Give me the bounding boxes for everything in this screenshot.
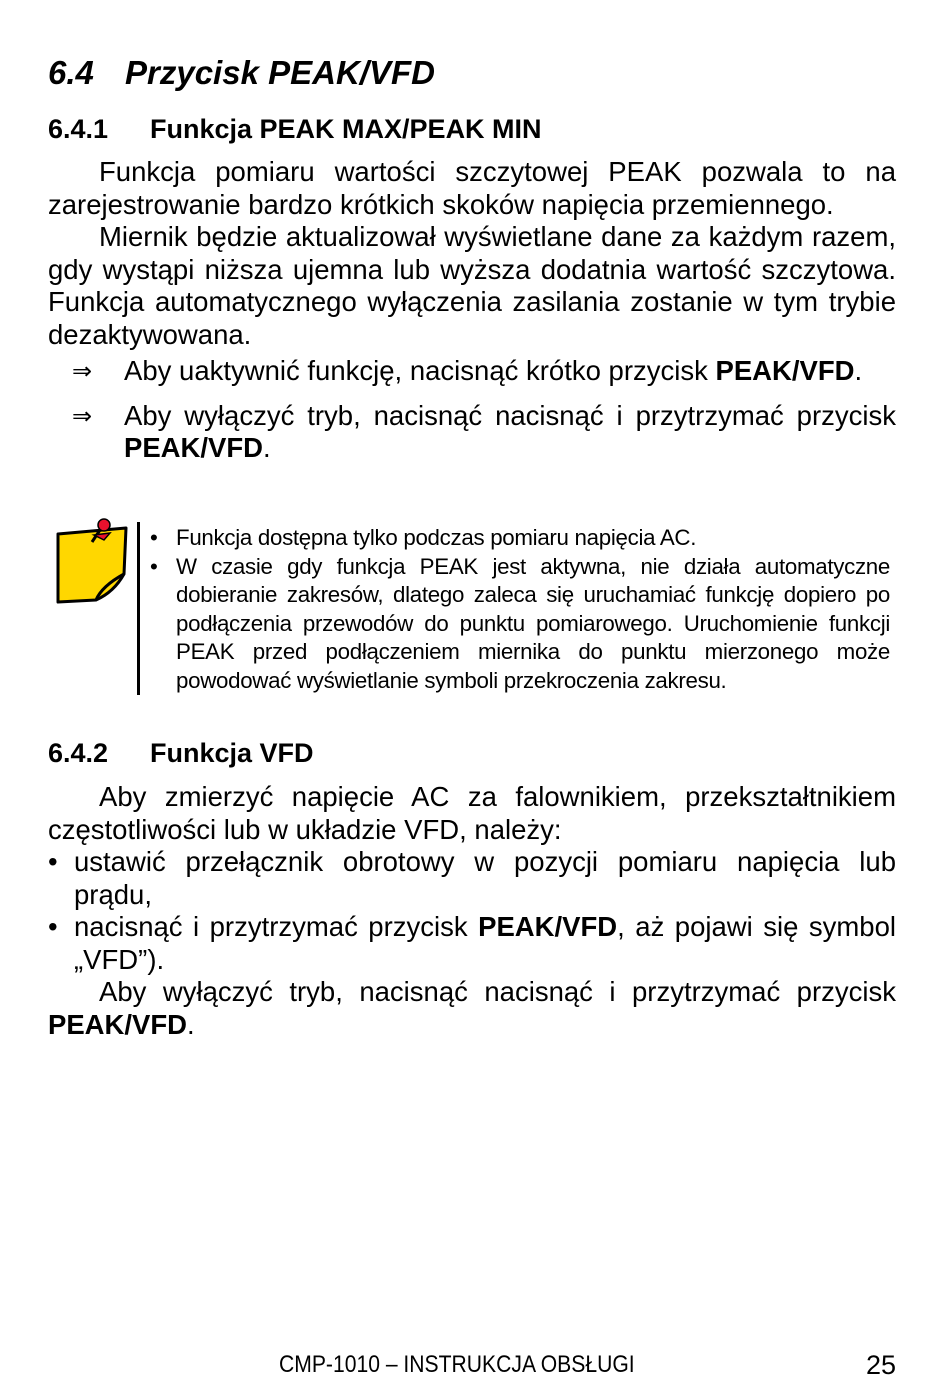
vfd-paragraph-2: Aby wyłączyć tryb, nacisnąć nacisnąć i przytrzymać przycisk PEAK/VFD. xyxy=(48,976,896,1040)
subsection-title: Funkcja VFD xyxy=(150,738,314,768)
vfd-body xyxy=(48,781,896,1041)
note-pin-icon xyxy=(52,518,132,608)
peak-step-disable: ⇒ Aby wyłączyć tryb, nacisnąć nacisnąć i przytrzymać przycisk PEAK/VFD. xyxy=(72,399,896,463)
note-divider xyxy=(137,522,140,695)
subsection-title: Funkcja PEAK MAX/PEAK MIN xyxy=(150,114,542,144)
peak-paragraph-1: Funkcja pomiaru wartości szczytowej PEAK pozwala to na zarejestrowanie bardzo krótkich skoków napięcia przemiennego. xyxy=(48,156,896,220)
peak-vfd-button-label: PEAK/VFD xyxy=(48,1008,188,1040)
section-title: Przycisk PEAK/VFD xyxy=(125,54,435,91)
note-pin-head xyxy=(98,519,110,531)
subsection-heading-vfd xyxy=(48,736,314,770)
note-item: • Funkcja dostępna tylko podczas pomiaru napięcia AC. xyxy=(150,524,890,553)
arrow-icon: ⇒ xyxy=(72,357,93,385)
peak-vfd-button-label: PEAK/VFD xyxy=(124,432,264,463)
peak-step-enable: ⇒ Aby uaktywnić funkcję, nacisnąć krótko przycisk PEAK/VFD. xyxy=(72,355,863,386)
note-box xyxy=(150,524,890,696)
vfd-paragraph-1: Aby zmierzyć napięcie AC za falownikiem, przekształtnikiem częstotliwości lub w układzie VFD, należy: xyxy=(48,781,896,845)
bullet-icon: • xyxy=(48,911,58,942)
peak-vfd-button-label: PEAK/VFD xyxy=(715,355,855,386)
subsection-number: 6.4.2 xyxy=(48,738,109,768)
page-number: 25 xyxy=(865,1350,896,1380)
section-number: 6.4 xyxy=(48,54,94,91)
section-heading xyxy=(48,52,435,94)
bullet-icon: • xyxy=(48,846,58,877)
bullet-icon: • xyxy=(150,525,158,550)
note-paper-shape xyxy=(58,528,126,602)
peak-body xyxy=(48,156,896,465)
vfd-bullet-1: • ustawić przełącznik obrotowy w pozycji pomiaru napięcia lub prądu, xyxy=(48,846,896,910)
footer-title: CMP-1010 – INSTRUKCJA OBSŁUGI xyxy=(279,1351,635,1378)
peak-vfd-button-label: PEAK/VFD xyxy=(478,911,618,942)
subsection-heading-peak xyxy=(48,112,542,146)
arrow-icon: ⇒ xyxy=(72,401,93,430)
peak-paragraph-2: Miernik będzie aktualizował wyświetlane dane za każdym razem, gdy wystąpi niższa ujemna lub wyższa dodatnia wartość szczytowa. Funkcja automatycznego wyłączenia zasilania zostanie w tym trybie dezaktywowana. xyxy=(48,221,896,350)
subsection-number: 6.4.1 xyxy=(48,114,109,144)
vfd-bullet-2: • nacisnąć i przytrzymać przycisk PEAK/VFD, aż pojawi się symbol „VFD”). xyxy=(48,911,896,975)
note-item: • W czasie gdy funkcja PEAK jest aktywna, nie działa automatyczne dobieranie zakresów, dlatego zaleca się uruchamiać funkcję dopiero po podłączenia przewodów do punktu pomiarowego. Uruchomienie funkcji PEAK przed podłączeniem miernika do punktu mierzonego może powodować wyświetlanie symboli przekroczenia zakresu. xyxy=(150,553,890,693)
bullet-icon: • xyxy=(150,553,158,579)
